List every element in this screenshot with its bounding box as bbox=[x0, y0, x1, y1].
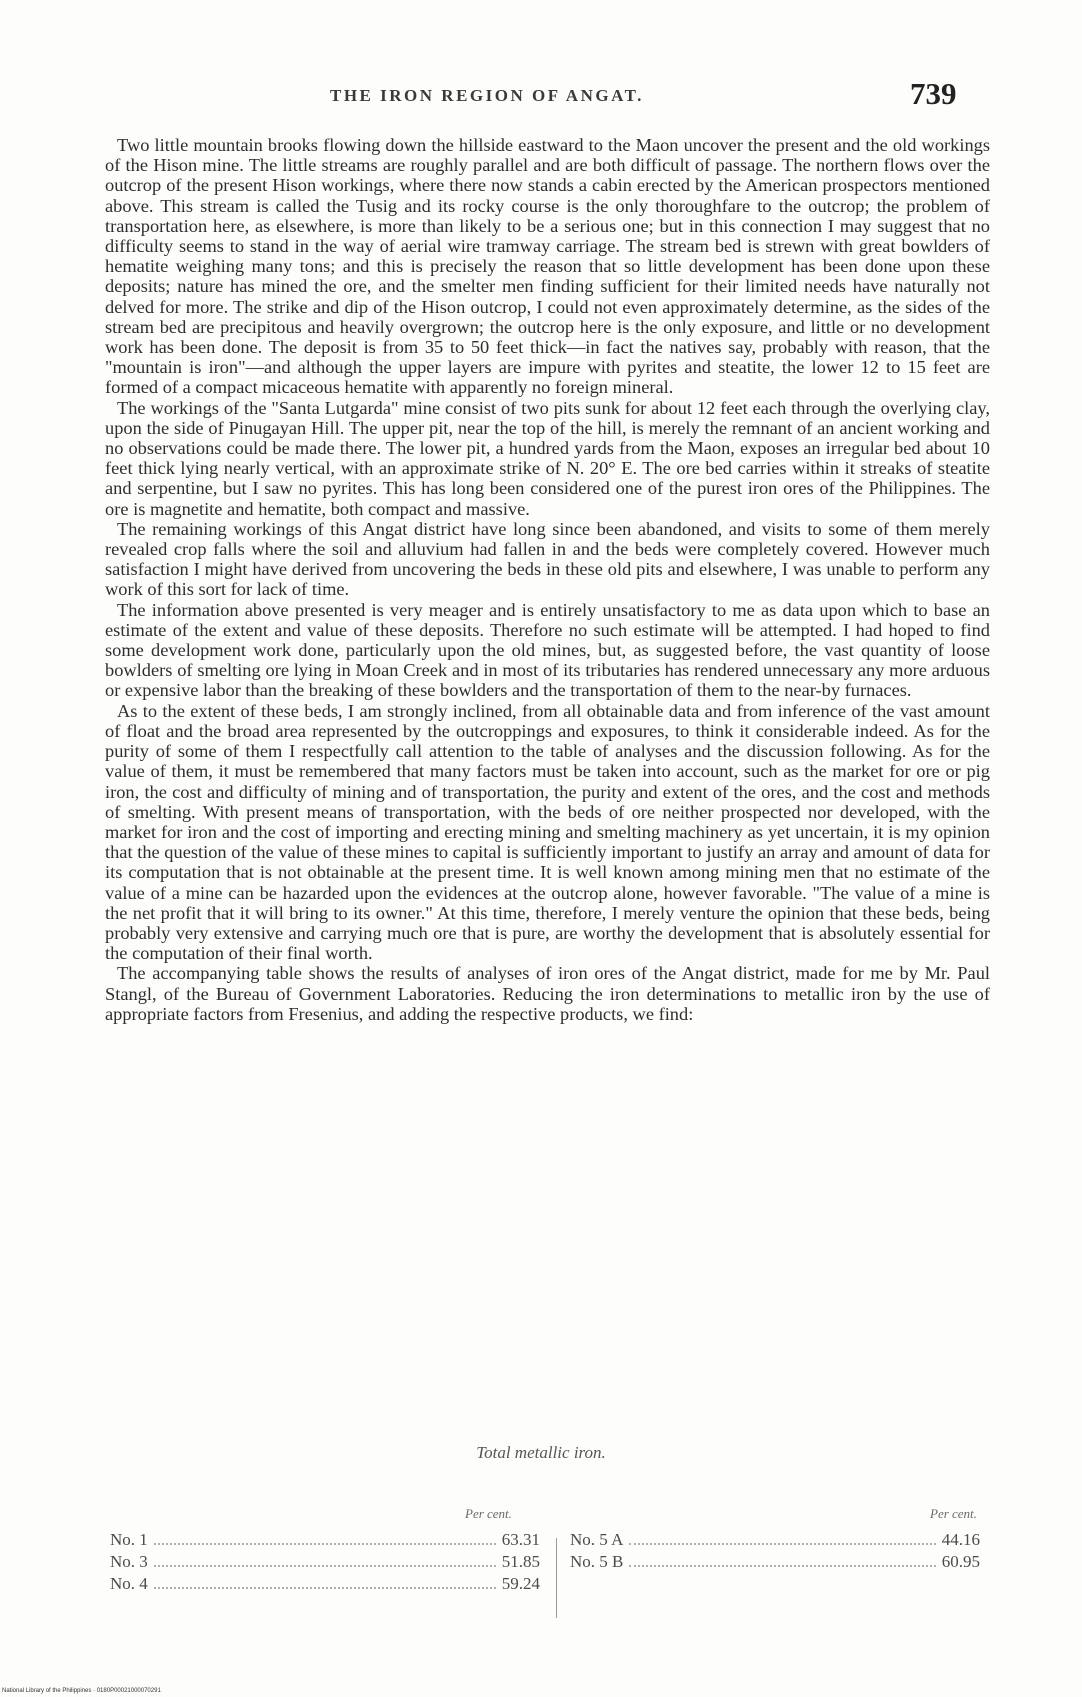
paragraph-information-meager: The information above presented is very meager and is entirely unsatisfactory to me as data upon which to base an estimate of the extent and value of these deposits. Therefore no such estimate will be attempted. I had hoped to find some development work done, particularly upon the old mines, but, as suggested before, the vast quantity of loose bowlders of smelting ore lying in Moan Creek and in most of its tributaries has rendered unnecessary any more arduous or expensive labor than the breaking of these bowlders and the transportation of them to the near-by furnaces. bbox=[105, 599, 990, 701]
table-row bbox=[570, 1552, 980, 1574]
table-row bbox=[110, 1552, 540, 1574]
dot-leader bbox=[629, 1564, 935, 1567]
dot-leader bbox=[154, 1542, 496, 1545]
sample-label: No. 5 A bbox=[570, 1530, 624, 1549]
body-text bbox=[105, 135, 990, 1024]
percent-value: 60.95 bbox=[941, 1552, 980, 1571]
dot-leader bbox=[154, 1586, 496, 1589]
table-row bbox=[110, 1574, 540, 1596]
paragraph-extent-and-value: As to the extent of these beds, I am strongly inclined, from all obtainable data and from inference of the vast amount of float and the broad area represented by the outcroppings and exposures, to think it considerable indeed. As for the purity of some of them I respectfully call attention to the table of analyses and the discussion following. As for the value of them, it must be remembered that many factors must be taken into account, such as the market for ore or pig iron, the cost and difficulty of mining and of transportation, the purity and extent of the ores, and the cost and methods of smelting. With present means of transportation, with the beds of ore neither prospected nor developed, with the market for iron and the cost of importing and erecting mining and smelting machinery as yet uncertain, it is my opinion that the question of the value of these mines to capital is sufficiently important to justify an array and amount of data for its computation that is not obtainable at the present time. It is well known among mining men that no estimate of the value of a mine can be hazarded upon the evidences at the outcrop alone, however favorable. "The value of a mine is the net profit that it will bring to its owner." At this time, therefore, I merely venture the opinion that these beds, being probably very extensive and carrying much ore that is pure, are worthy the development that is absolutely essential for the computation of their final worth. bbox=[105, 700, 990, 964]
sample-label: No. 5 B bbox=[570, 1552, 624, 1571]
sample-label: No. 4 bbox=[110, 1574, 148, 1593]
dot-leader bbox=[629, 1542, 935, 1545]
paragraph-abandoned-workings: The remaining workings of this Angat district have long since been abandoned, and visits to some of them merely revealed crop falls where the soil and alluvium had fallen in and the beds were completely covered. However much satisfaction I might have derived from uncovering the beds in these old pits and elsewhere, I was unable to perform any work of this sort for lack of time. bbox=[105, 518, 990, 600]
table-row bbox=[110, 1530, 540, 1552]
sample-label: No. 3 bbox=[110, 1552, 148, 1571]
running-head bbox=[0, 76, 1082, 112]
unit-header: Per cent. bbox=[930, 1506, 977, 1521]
paragraph-hison-mine: Two little mountain brooks flowing down the hillside eastward to the Maon uncover the present and the old workings of the Hison mine. The little streams are roughly parallel and are both difficult of passage. The northern flows over the outcrop of the present Hison workings, where there now stands a cabin erected by the American prospectors mentioned above. This stream is called the Tusig and its rocky course is the only thoroughfare to the outcrop; the problem of transportation here, as elsewhere, is more than likely to be a serious one; but in this connection I may suggest that no difficulty seems to stand in the way of aerial wire tramway carriage. The stream bed is strewn with great bowlders of hematite weighing many tons; and this is precisely the reason that so little development has been done upon these deposits; nature has mined the ore, and the smelter men finding sufficient for their limited needs have naturally not delved for more. The strike and dip of the Hison outcrop, I could not even approximately determine, as the sides of the stream bed are precipitous and heavily overgrown; the outcrop here is the only exposure, and little or no development work has been done. The deposit is from 35 to 50 feet thick—in fact the natives say, probably with reason, that the "mountain is iron"—and although the upper layers are impure with pyrites and steatite, the lower 12 to 15 feet are formed of a compact micaceous hematite with apparently no foreign mineral. bbox=[105, 135, 990, 398]
column-divider bbox=[556, 1538, 557, 1618]
unit-header: Per cent. bbox=[465, 1506, 512, 1521]
running-title: THE IRON REGION OF ANGAT. bbox=[330, 86, 644, 105]
page-number: 739 bbox=[910, 76, 957, 111]
scan-footer: National Library of the Philippines · 0180P00021000070291 bbox=[2, 1688, 161, 1694]
table-row bbox=[570, 1530, 980, 1552]
percent-value: 63.31 bbox=[501, 1530, 540, 1549]
metallic-iron-table bbox=[110, 1506, 1000, 1606]
paragraph-analyses-intro: The accompanying table shows the results of analyses of iron ores of the Angat district, made for me by Mr. Paul Stangl, of the Bureau of Government Laboratories. Reducing the iron determinations to metallic iron by the use of appropriate factors from Fresenius, and adding the respective products, we find: bbox=[105, 963, 990, 1024]
table-caption: Total metallic iron. bbox=[476, 1443, 606, 1462]
sample-label: No. 1 bbox=[110, 1530, 148, 1549]
paragraph-santa-lutgarda: The workings of the "Santa Lutgarda" mine consist of two pits sunk for about 12 feet each through the overlying clay, upon the side of Pinugayan Hill. The upper pit, near the top of the hill, is merely the remnant of an ancient working and no observations could be made there. The lower pit, a hundred yards from the Maon, exposes an irregular bed about 10 feet thick lying nearly vertical, with an approximate strike of N. 20° E. The ore bed carries within it streaks of steatite and serpentine, but I saw no pyrites. This has long been considered one of the purest iron ores of the Philippines. The ore is magnetite and hematite, both compact and massive. bbox=[105, 397, 990, 519]
dot-leader bbox=[154, 1564, 496, 1567]
percent-value: 51.85 bbox=[501, 1552, 540, 1571]
percent-value: 44.16 bbox=[941, 1530, 980, 1549]
percent-value: 59.24 bbox=[501, 1574, 540, 1593]
